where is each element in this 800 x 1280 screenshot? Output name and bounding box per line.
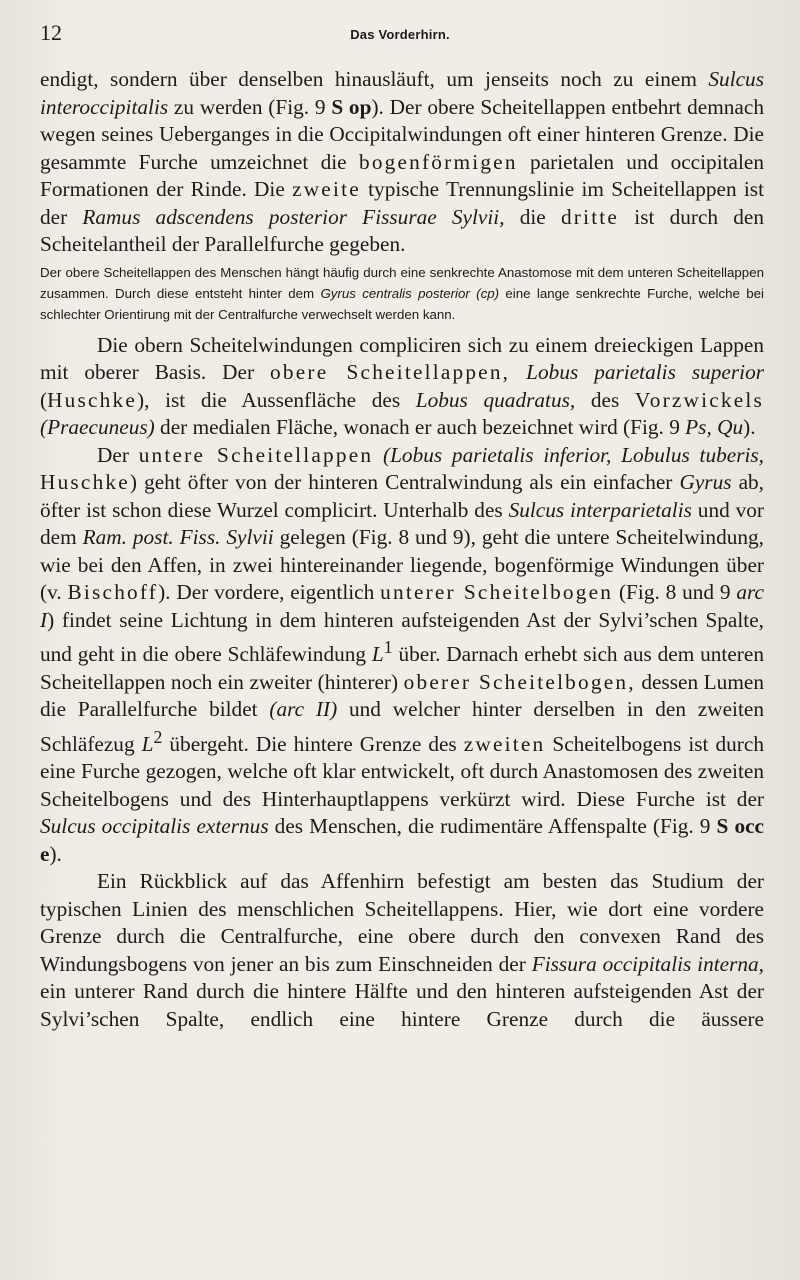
fraktur-label: S occ e <box>40 814 764 866</box>
paragraph-1: endigt, sondern über denselben hinausläuft, um jenseits noch zu einem Sulcus interoccipitalis zu werden (Fig. 9 S op). Der obere Scheitellappen entbehrt demnach wegen seines Ueberganges in die Occipitalwindungen oft einer hinteren Grenze. Die gesammte Furche umzeichnet die bogenförmigen parietalen und occipitalen Formationen der Rinde. Die zweite typische Trennungslinie im Scheitellappen ist der Ramus adscendens posterior Fissurae Sylvii, die dritte ist durch den Scheitelantheil der Parallelfurche gegeben. <box>40 67 765 256</box>
footnote-paragraph: Der obere Scheitellappen des Menschen hängt häufig durch eine senkrechte Anastomose mit dem unteren Scheitellappen zusammen. Durch diese entsteht hinter dem Gyrus centralis posterior (cp) eine lange senkrechte Furche, welche bei schlechter Orientirung mit der Centralfurche verwechselt werden kann. <box>40 264 764 323</box>
paragraph-4: Ein Rückblick auf das Affenhirn befestigt am besten das Studium der typischen Linien des menschlichen Scheitellappens. Hier, wie dort eine vordere Grenze durch die Centralfurche, eine obere durch den convexen Rand des Windungsbogens von jener an bis zum Einschneiden der Fissura occipitalis interna, ein unterer Rand durch die hintere Hälfte und den hinteren aufsteigenden Ast der Sylvi’schen Spalte, endlich eine hintere Grenze durch die äussere <box>40 869 764 1031</box>
page-number: 12 <box>40 20 62 45</box>
page-body <box>40 66 764 1033</box>
paragraph-2: Die obern Scheitelwindungen compliciren sich zu einem dreieckigen Lappen mit oberer Basis. Der obere Scheitellappen, Lobus parietalis superior (Huschke), ist die Aussenfläche des Lobus quadratus, des Vorzwickels (Praecuneus) der medialen Fläche, wonach er auch bezeichnet wird (Fig. 9 Ps, Qu). <box>40 332 764 440</box>
page-header <box>40 20 760 50</box>
fraktur-label: S op <box>331 94 372 119</box>
running-head: Das Vorderhirn. <box>350 27 450 42</box>
paragraph-3: Der untere Scheitellappen (Lobus parietalis inferior, Lobulus tuberis, Huschke) geht öfter von der hinteren Centralwindung als ein einfacher Gyrus ab, öfter ist schon diese Wurzel complicirt. Unterhalb des Sulcus interparietalis und vor dem Ram. post. Fiss. Sylvii gelegen (Fig. 8 und 9), geht die untere Scheitelwindung, wie bei den Affen, in zwei hintereinander liegende, bogenförmige Windungen über (v. Bischoff). Der vordere, eigentlich unterer Scheitelbogen (Fig. 8 und 9 arc I) findet seine Lichtung in dem hinteren aufsteigenden Ast der Sylvi’schen Spalte, und geht in die obere Schläfewindung $L^1$ über. Darnach erhebt sich aus dem unteren Scheitellappen noch ein zweiter (hinterer) oberer Scheitelbogen, dessen Lumen die Parallelfurche bildet (arc II) und welcher hinter derselben in den zweiten Schläfezug $L^2$ übergeht. Die hintere Grenze des zweiten Scheitelbogens ist durch eine Furche gezogen, welche oft klar entwickelt, oft durch Anastomosen des zweiten Scheitelbogens und des Hinterhauptlappens verkürzt wird. Diese Furche ist der Sulcus occipitalis externus des Menschen, die rudimentäre Affenspalte (Fig. 9 S occ e). <box>40 442 765 866</box>
